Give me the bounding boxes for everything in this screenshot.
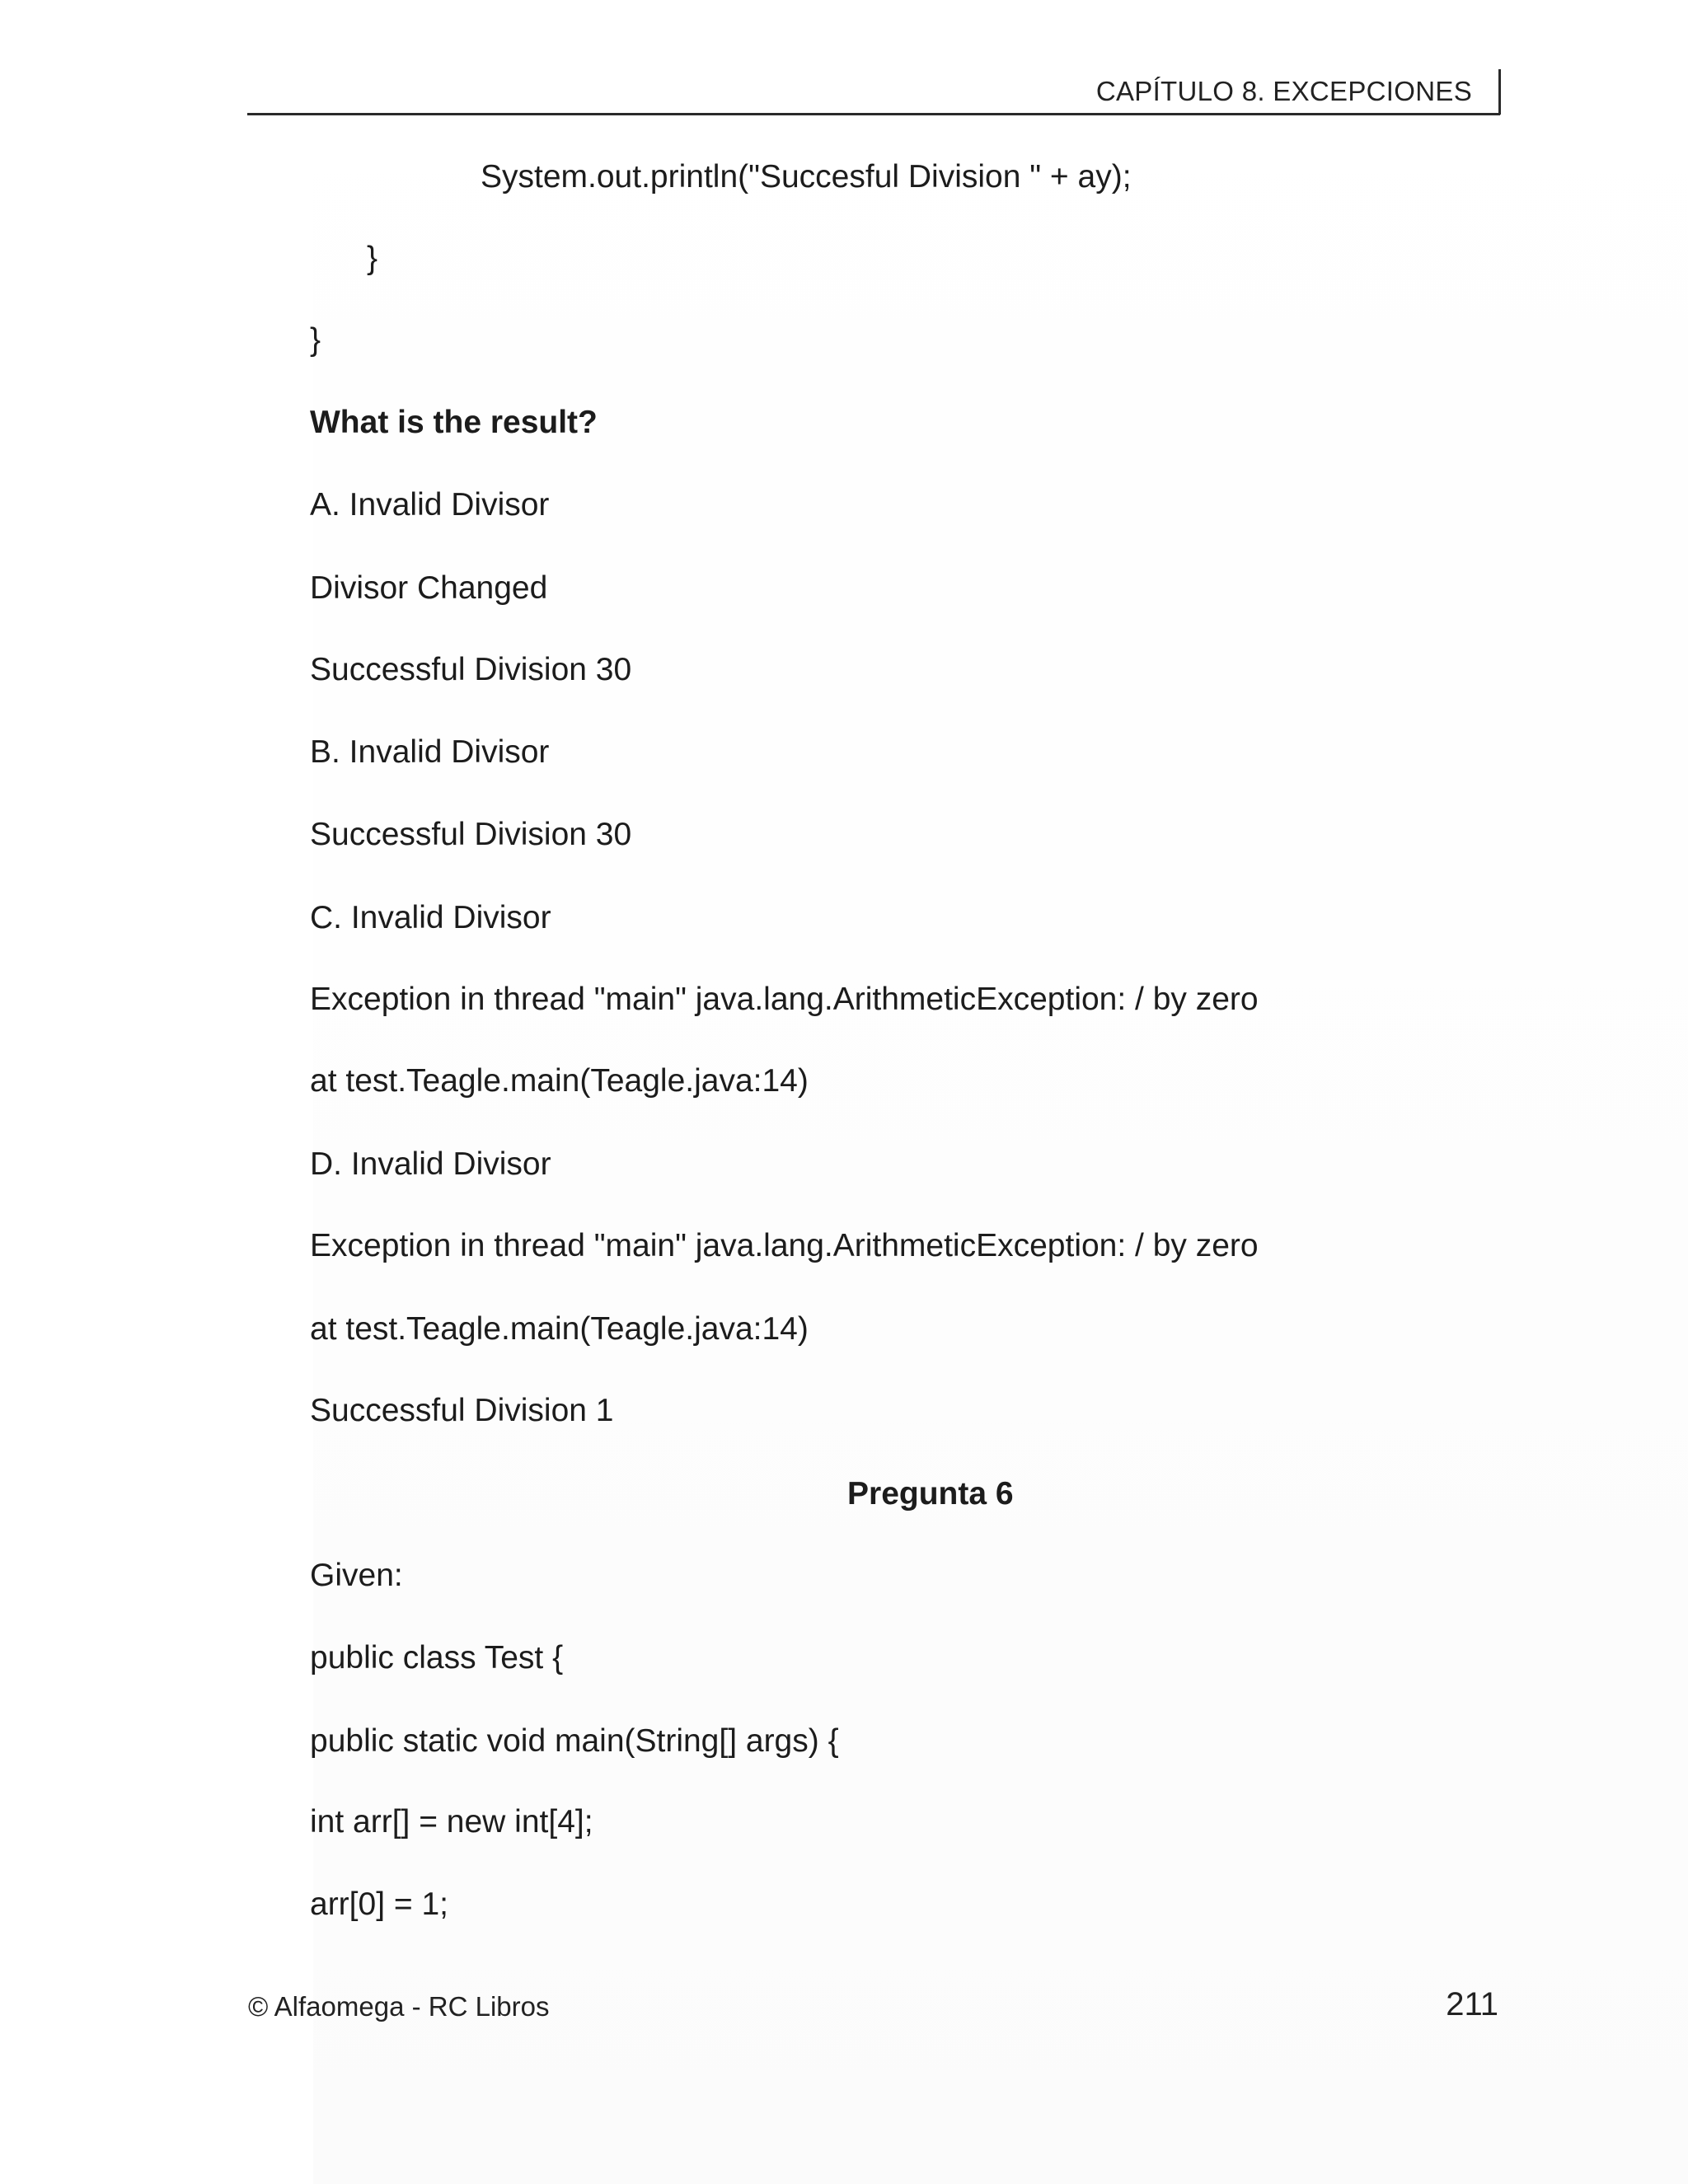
code-line-println: System.out.println("Succesful Division " + ay); [481, 159, 1132, 194]
option-c-line-3: at test.Teagle.main(Teagle.java:14) [310, 1063, 809, 1099]
section-heading-pregunta-6: Pregunta 6 [847, 1476, 1014, 1511]
option-d-line-2: Exception in thread "main" java.lang.ArithmeticException: / by zero [310, 1228, 1259, 1263]
option-c-line-1: C. Invalid Divisor [310, 900, 551, 935]
question-heading: What is the result? [310, 405, 598, 440]
header-rule-tick [1498, 69, 1501, 115]
option-b-line-2: Successful Division 30 [310, 817, 632, 852]
code-line-array-assign: arr[0] = 1; [310, 1886, 448, 1922]
code-line-main: public static void main(String[] args) { [310, 1723, 839, 1759]
code-line-class: public class Test { [310, 1640, 564, 1675]
option-c-line-2: Exception in thread "main" java.lang.ArithmeticException: / by zero [310, 982, 1259, 1017]
running-header: CAPÍTULO 8. EXCEPCIONES [1095, 76, 1472, 106]
option-a-line-1: A. Invalid Divisor [310, 487, 550, 523]
option-d-line-3: at test.Teagle.main(Teagle.java:14) [310, 1311, 809, 1347]
given-label: Given: [310, 1558, 403, 1593]
code-line-close-brace-outer: } [310, 322, 321, 358]
option-d-line-4: Successful Division 1 [310, 1393, 614, 1428]
page-number: 211 [1446, 1986, 1498, 2022]
option-a-line-2: Divisor Changed [310, 570, 548, 606]
code-line-array-decl: int arr[] = new int[4]; [310, 1804, 593, 1840]
code-line-close-brace-inner: } [367, 241, 378, 276]
footer-publisher: © Alfaomega - RC Libros [248, 1991, 550, 2022]
option-d-line-1: D. Invalid Divisor [310, 1146, 551, 1182]
option-a-line-3: Successful Division 30 [310, 652, 632, 687]
option-b-line-1: B. Invalid Divisor [310, 734, 550, 770]
header-rule [247, 113, 1500, 115]
